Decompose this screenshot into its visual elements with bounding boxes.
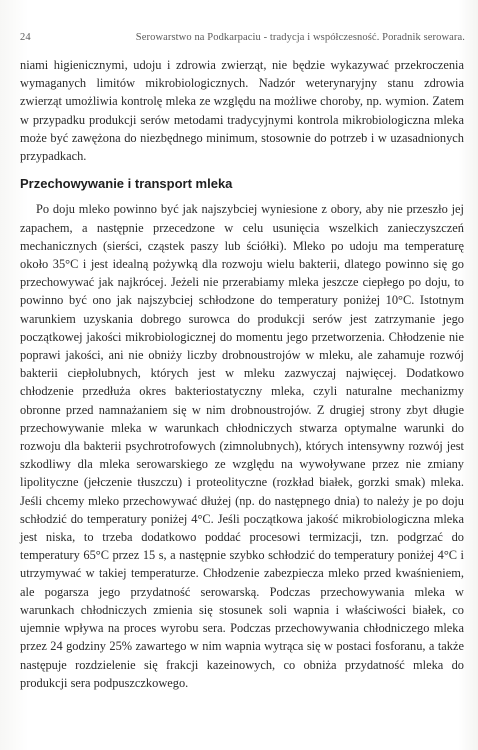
body-text: [20, 56, 464, 692]
section-heading: Przechowywanie i transport mleka: [20, 176, 233, 192]
paragraph-storage: Po doju mleko powinno być jak najszybciej wyniesione z obory, aby nie przeszło jej zapachem, a następnie przecedzone w celu usunięcia wszelkich zanieczyszczeń mechanicznych (sierści, cząstek paszy lub ściółki). Mleko po udoju ma temperaturę około 35°C i jest idealną pożywką dla rozwoju wielu bakterii, dlatego powinno się go przechowywać jak najkrócej. Jeżeli nie przerabiamy mleka jeszcze ciepłego po doju, to powinno być ono jak najszybciej schłodzone do temperatury poniżej 10°C. Istotnym warunkiem uzyskania dobrego surowca do produkcji serów jest zatrzymanie jego początkowej jakości mikrobiologicznej do momentu jego przetworzenia. Chłodzenie nie poprawi jakości, ani nie obniży liczby drobnoustrojów w mleku, ale zahamuje rozwój bakterii ciepłolubnych, których jest w mleku zazwyczaj najwięcej. Dodatkowo chłodzenie przedłuża okres bakteriostatyczny mleka, czyli naturalne mechanizmy obronne przed namnażaniem się w nim drobnoustrojów. Z drugiej strony zbyt długie przechowywanie mleka w warunkach chłodniczych stwarza optymalne warunki do rozwoju dla bakterii psychrotrofowych (zimnolubnych), których intensywny rozwój jest szkodliwy dla mleka serowarskiego ze względu na wywoływane przez nie zmiany lipolityczne (jełczenie tłuszczu) i proteolityczne (rozkład białek, gorzki smak) mleka. Jeśli chcemy mleko przechowywać dłużej (np. do następnego dnia) to należy je po doju schłodzić do temperatury poniżej 4°C. Jeśli początkowa jakość mikrobiologiczna mleka jest niska, to trzeba dodatkowo poddać procesowi termizacji, tzn. podgrzać do temperatury 65°C przez 15 s, a następnie szybko schłodzić do temperatury poniżej 4°C i utrzymywać w takiej temperaturze. Chłodzenie zabezpiecza mleko przed kwaśnieniem, ale pogarsza jego przydatność serowarską. Podczas przechowywania mleka w warunkach chłodniczych zmienia się stosunek soli wapnia i właściwości białek, co ujemnie wpływa na proces wyrobu sera. Podczas przechowywania chłodniczego mleka przez 24 godziny 25% zawartego w nim wapnia wytrąca się w postaci fosforanu, a także następuje rozdzielenie się frakcji kazeinowych, co obniża przydatność mleka do produkcji sera podpuszczkowego.: [20, 202, 464, 690]
page-number: 24: [20, 32, 31, 43]
running-title: Serowarstwo na Podkarpaciu - tradycja i współczesność. Poradnik serowara.: [135, 32, 465, 43]
paragraph-continuation: niami higienicznymi, udoju i zdrowia zwierząt, nie będzie wykazywać przekroczenia wymaganych limitów mikrobiologicznych. Nadzór weterynaryjny stanu zdrowia zwierząt umożliwia kontrolę mleka ze względu na możliwe choroby, np. wymion. Zatem w przypadku produkcji serów metodami tradycyjnymi kontrola mikrobiologiczna mleka może być zawężona do niezbędnego minimum, stosownie do potrzeb i w uzasadnionych przypadkach.: [20, 58, 464, 164]
running-header: [20, 32, 465, 46]
